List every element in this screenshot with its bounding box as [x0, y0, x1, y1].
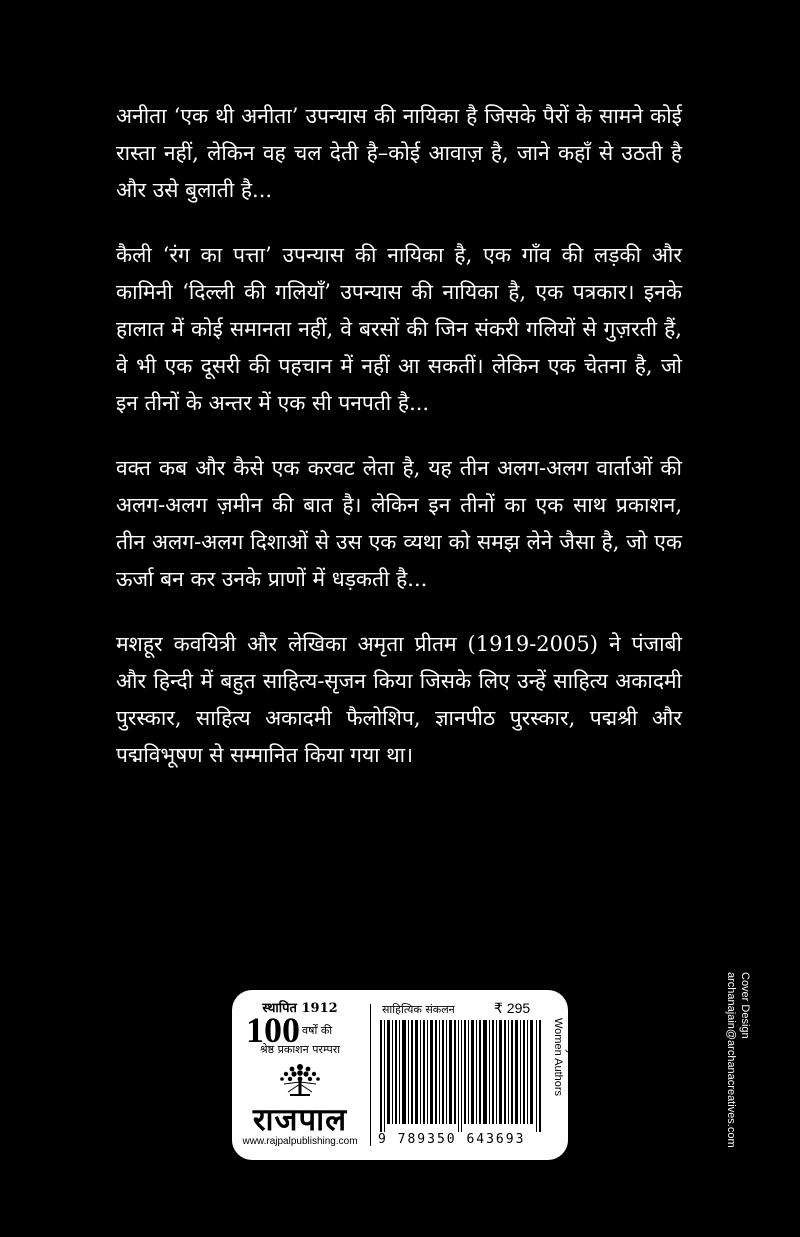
cover-design-credit: [724, 972, 752, 1148]
back-cover-blurb: [116, 98, 682, 802]
tree-logo-icon: [276, 1060, 324, 1098]
book-category: साहित्यिक संकलन: [382, 1003, 455, 1016]
blurb-paragraph-2: कैली ‘रंग का पत्ता’ उपन्यास की नायिका है, एक गाँव की लड़की और कामिनी ‘दिल्ली की गलियाँ’ उपन्यास की नायिका है, एक पत्रकार। इनके हालात में कोई समानता नहीं, वे बरसों की जिन संकरी गलियों से गुज़रती हैं, वे भी एक दूसरी की पहचान में नहीं आ सकतीं। लेकिन एक चेतना है, जो इन तीनों के अन्तर में एक सी पनपती है...: [116, 243, 682, 415]
book-price: ₹ 295: [494, 1000, 531, 1016]
publisher-barcode-card: [232, 990, 577, 1160]
established-year: स्थापित 1912: [262, 1001, 338, 1016]
hundred-years-number: 100: [246, 1010, 300, 1050]
isbn-number: 9 789350 643693: [378, 1132, 526, 1147]
genre-line-1: Literary Collection /: [565, 1018, 577, 1113]
publisher-logo: [232, 990, 368, 1160]
years-text: वर्षों की: [302, 1024, 333, 1037]
cover-design-label: Cover Design: [739, 972, 751, 1039]
designer-email: archanajain@archanacreatives.com: [725, 972, 737, 1148]
publisher-website: www.rajpalpublishing.com: [242, 1136, 358, 1147]
genre-line-2: Women Authors: [552, 1018, 564, 1097]
blurb-paragraph-1: अनीता ‘एक थी अनीता’ उपन्यास की नायिका है जिसके पैरों के सामने कोई रास्ता नहीं, लेकिन वह चल देती है–कोई आवाज़ है, जाने कहाँ से उठती है और उसे बुलाती है...: [116, 104, 682, 202]
publisher-name: राजपाल: [252, 1102, 348, 1138]
author-bio-paragraph: मशहूर कवयित्री और लेखिका अमृता प्रीतम (1919-2005) ने पंजाबी और हिन्दी में बहुत साहित्य-सृजन किया जिसके लिए उन्हें साहित्य अकादमी पुरस्कार, साहित्य अकादमी फैलोशिप, ज्ञानपीठ पुरस्कार, पद्मश्री और पद्मविभूषण से सम्मानित किया गया था।: [116, 632, 682, 767]
barcode-icon: [378, 1020, 544, 1132]
genre-label: [551, 1018, 577, 1112]
card-divider: [370, 1004, 371, 1146]
blurb-paragraph-3: वक्त कब और कैसे एक करवट लेता है, यह तीन अलग-अलग वार्ताओं की अलग-अलग ज़मीन की बात है। लेकिन इन तीनों का एक साथ प्रकाशन, तीन अलग-अलग दिशाओं से उस एक व्यथा को समझ लेने जैसा है, जो एक ऊर्जा बन कर उनके प्राणों में धड़कती है...: [116, 456, 682, 591]
publishing-tradition: श्रेष्ठ प्रकाशन परम्परा: [259, 1043, 341, 1056]
